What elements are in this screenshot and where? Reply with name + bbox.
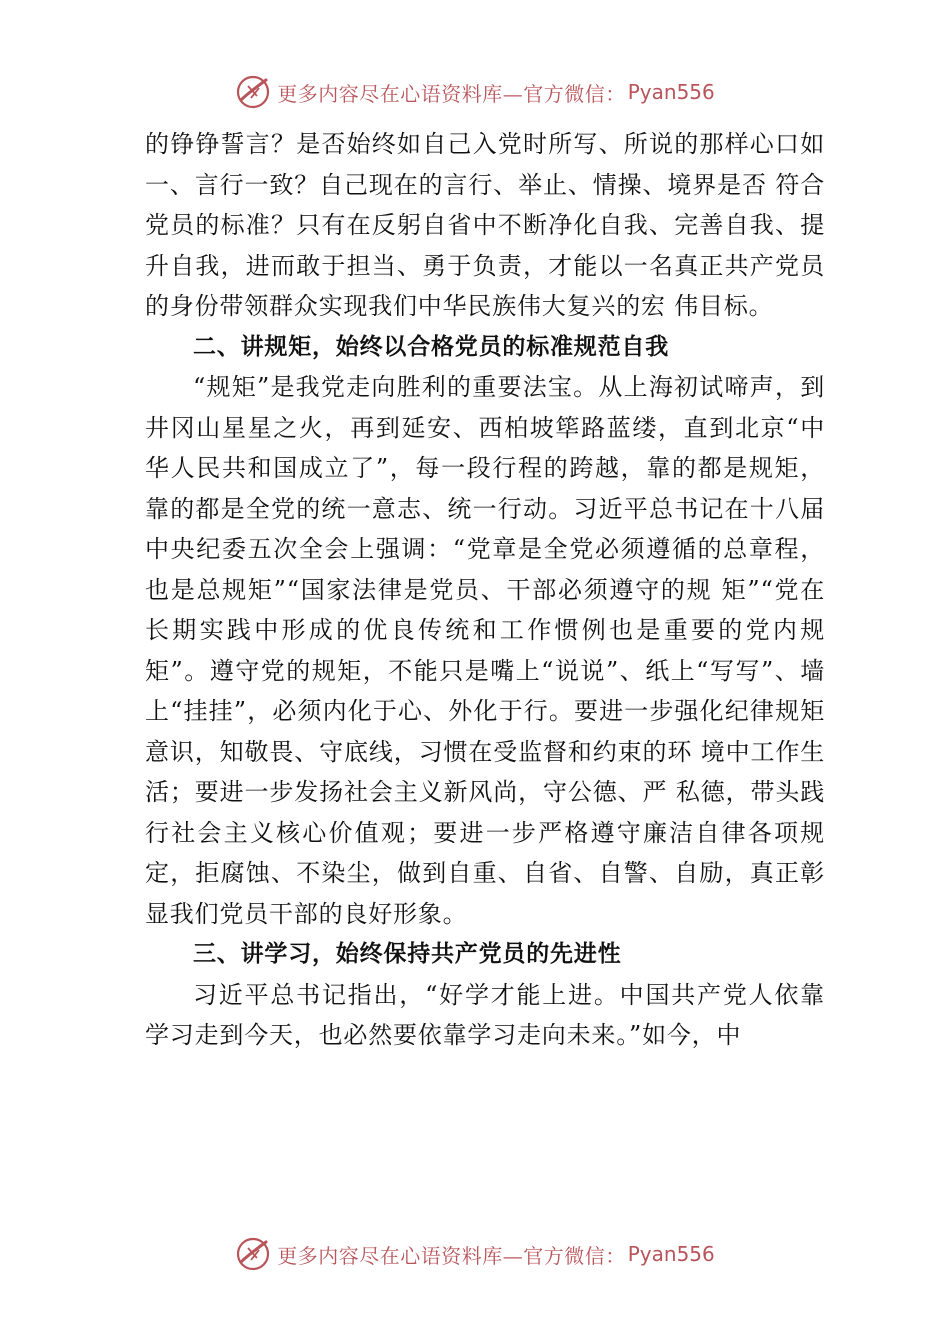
paragraph-continuation: 的铮铮誓言？是否始终如自己入党时所写、所说的那样心口如一、言行一致？自己现在的言行、举止、情操、境界是否 符合党员的标准？只有在反躬自省中不断净化自我、完善自我、提升自我，进而敢于担当、勇于负责，才能以一名真正共产党员的身份带领群众实现我们中华民族伟大复兴的宏 伟目标。 — [145, 130, 825, 320]
watermark-text: 更多内容尽在心语资料库—官方微信： — [277, 1243, 626, 1268]
brush-logo-icon — [235, 74, 271, 110]
brush-logo-icon — [235, 1236, 271, 1272]
paragraph-learning: 习近平总书记指出，“好学才能上进。中国共产党人依靠学习走到今天，也必然要依靠学习走向未来。”如今，中 — [145, 980, 825, 1049]
paragraph-rules: “规矩”是我党走向胜利的重要法宝。从上海初试啼声，到井冈山星星之火，再到延安、西柏坡筚路蓝缕，直到北京“中华人民共和国成立了”，每一段行程的跨越，靠的都是规矩，靠的都是全党的统一意志、统一行动。习近平总书记在十八届中央纪委五次全会上强调：“党章是全党必须遵循的总章程，也是总规矩”“国家法律是党员、干部必须遵守的规 矩”“党在长期实践中形成的优良传统和工作惯例也是重要的党内规矩”。遵守党的规矩，不能只是嘴上“说说”、纸上“写写”、墙上“挂挂”，必须内化于心、外化于行。要进一步强化纪律规矩意识，知敬畏、守底线，习惯在受监督和约束的环 境中工作生活；要进一步发扬社会主义新风尚，守公德、严 私德，带头践行社会主义核心价值观；要进一步严格遵守廉洁自律各项规定，拒腐蚀、不染尘，做到自重、自省、自警、自励，真正彰显我们党员干部的良好形象。 — [145, 373, 825, 928]
watermark-wechat-id: Pyan556 — [627, 1242, 715, 1266]
footer-watermark — [0, 1234, 950, 1274]
section-heading-3: 三、讲学习，始终保持共产党员的先进性 — [193, 941, 622, 967]
section-heading-2: 二、讲规矩，始终以合格党员的标准规范自我 — [193, 333, 669, 360]
document-body — [145, 124, 825, 1056]
header-watermark — [0, 72, 950, 112]
watermark-wechat-id: Pyan556 — [627, 80, 715, 104]
watermark-text: 更多内容尽在心语资料库—官方微信： — [277, 81, 626, 106]
